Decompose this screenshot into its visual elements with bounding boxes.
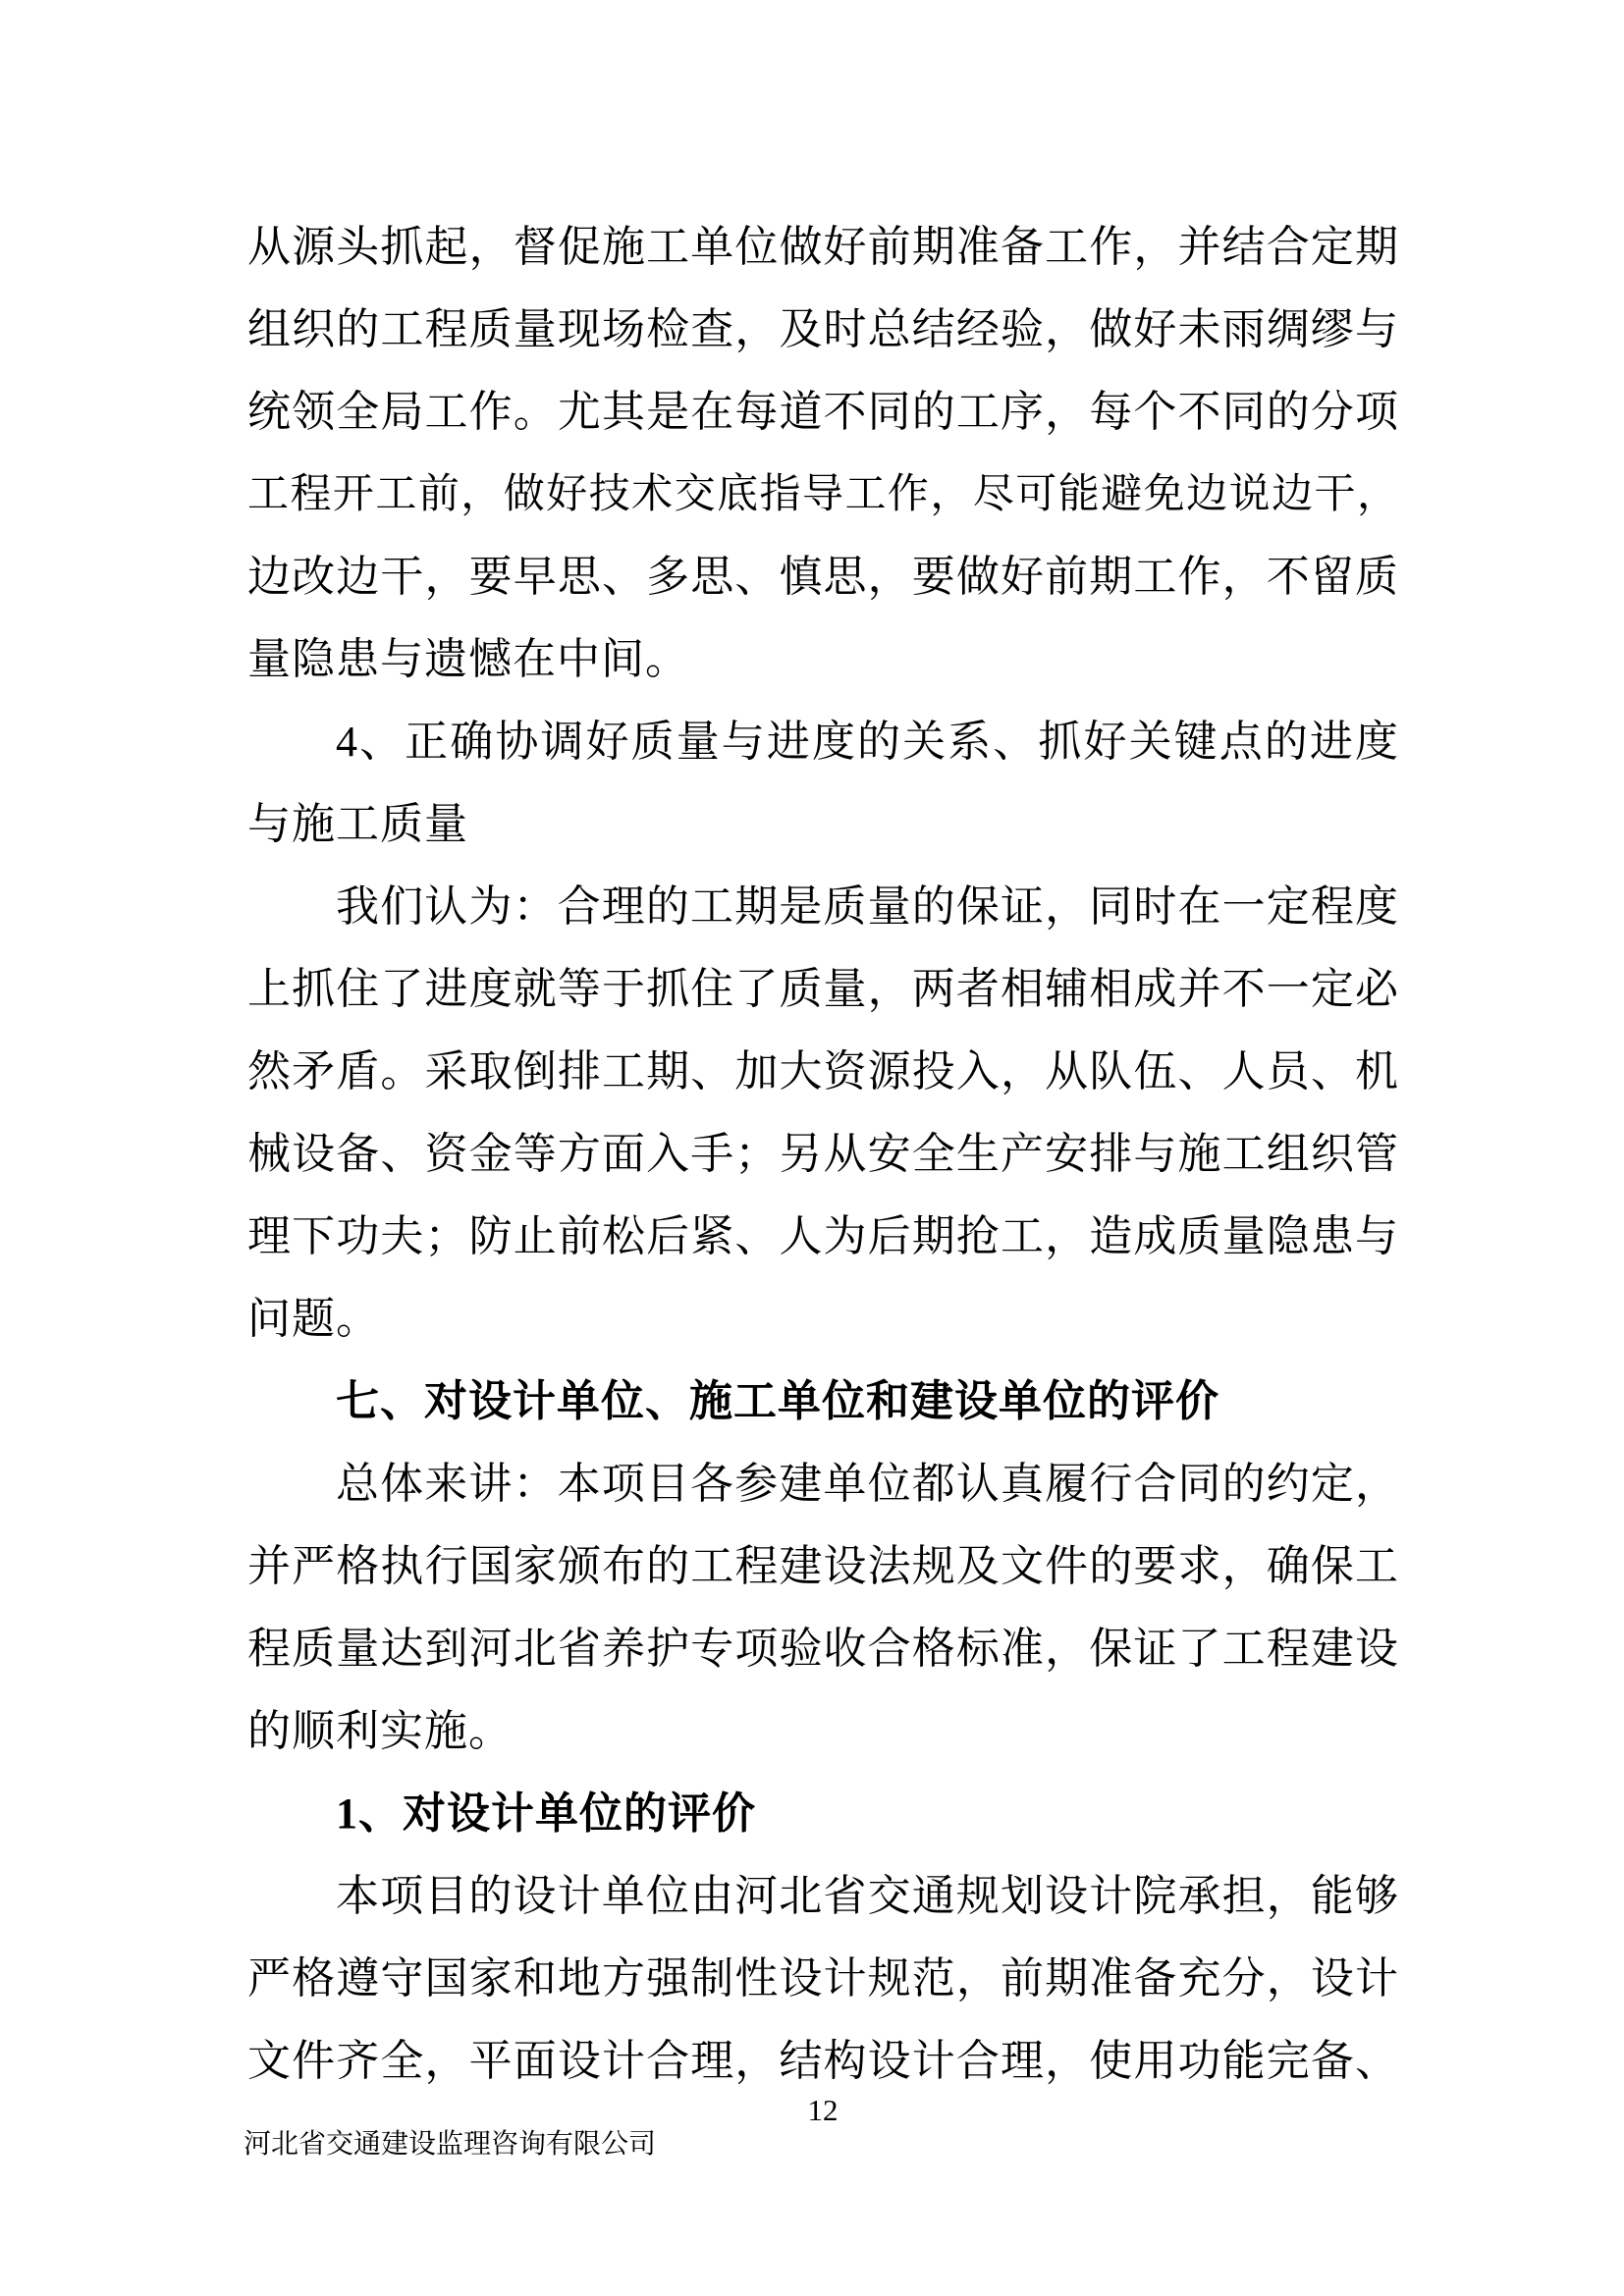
text-line: 4、正确协调好质量与进度的关系、抓好关键点的进度 — [336, 718, 1398, 766]
text-line: 上抓住了进度就等于抓住了质量，两者相辅相成并不一定必 — [247, 965, 1398, 1013]
text-column — [247, 206, 1398, 2103]
text-line: 工程开工前，做好技术交底指导工作，尽可能避免边说边干， — [247, 472, 1398, 517]
text-line: 边改边干，要早思、多思、慎思，要做好前期工作，不留质 — [247, 553, 1398, 601]
text-line: 文件齐全，平面设计合理，结构设计合理，使用功能完备、 — [247, 2037, 1398, 2085]
page-number: 12 — [807, 2093, 839, 2127]
text-line: 本项目的设计单位由河北省交通规划设计院承担，能够 — [336, 1872, 1398, 1920]
text-line: 1、对设计单位的评价 — [336, 1789, 756, 1838]
text-line: 总体来讲：本项目各参建单位都认真履行合同的约定， — [336, 1460, 1398, 1508]
text-line: 然矛盾。采取倒排工期、加大资源投入，从队伍、人员、机 — [247, 1047, 1398, 1095]
text-line: 量隐患与遗憾在中间。 — [247, 635, 689, 683]
text-line: 我们认为：合理的工期是质量的保证，同时在一定程度 — [336, 882, 1398, 931]
text-line: 七、对设计单位、施工单位和建设单位的评价 — [336, 1377, 1219, 1425]
text-line: 与施工质量 — [247, 800, 468, 848]
text-line: 组织的工程质量现场检查，及时总结经验，做好未雨绸缪与 — [247, 305, 1398, 353]
text-line: 统领全局工作。尤其是在每道不同的工序，每个不同的分项 — [247, 388, 1398, 436]
text-line: 并严格执行国家颁布的工程建设法规及文件的要求，确保工 — [247, 1542, 1398, 1590]
text-line: 问题。 — [247, 1295, 380, 1343]
footer-company-name: 河北省交通建设监理咨询有限公司 — [244, 2129, 657, 2160]
text-line: 的顺利实施。 — [247, 1707, 513, 1755]
text-line: 严格遵守国家和地方强制性设计规范，前期准备充分，设计 — [247, 1954, 1398, 2002]
text-line: 程质量达到河北省养护专项验收合格标准，保证了工程建设 — [247, 1625, 1398, 1673]
text-line: 械设备、资金等方面入手；另从安全生产安排与施工组织管 — [247, 1130, 1398, 1178]
text-line: 从源头抓起，督促施工单位做好前期准备工作，并结合定期 — [247, 223, 1398, 271]
text-line: 理下功夫；防止前松后紧、人为后期抢工，造成质量隐患与 — [247, 1212, 1398, 1260]
